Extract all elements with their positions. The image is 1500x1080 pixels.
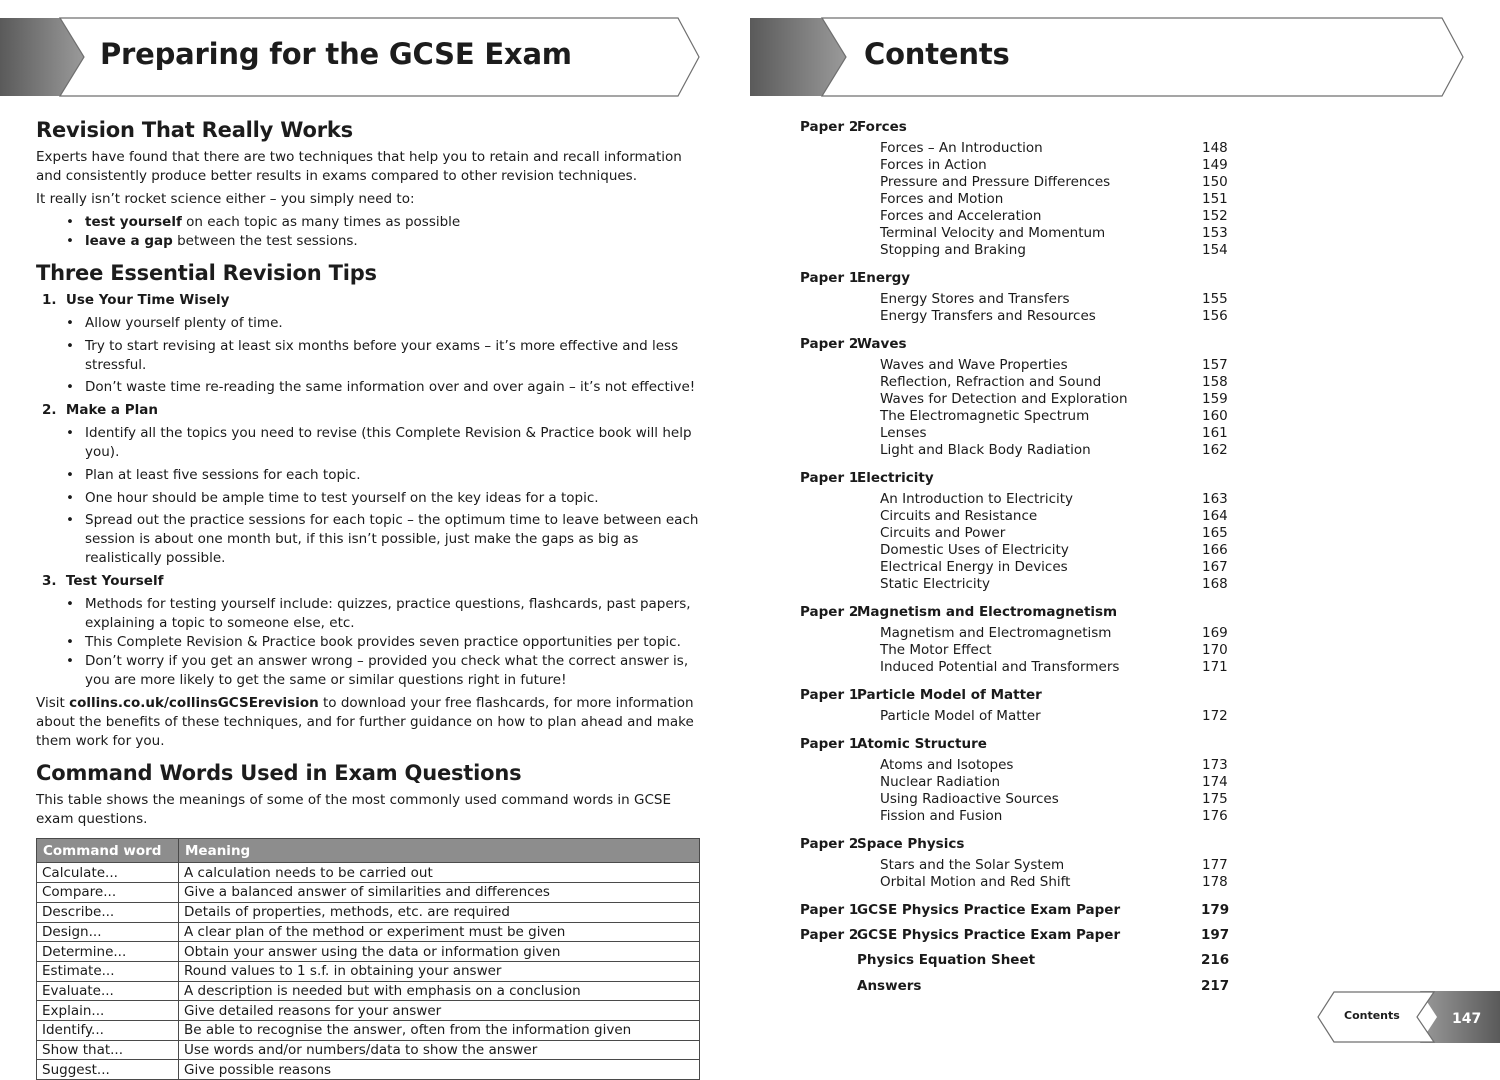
table-row [37,922,700,942]
toc-entry[interactable] [800,576,1230,593]
toc-entry-title: Induced Potential and Transformers [880,659,1120,675]
toc-entry-title: Nuclear Radiation [880,774,1001,790]
visit-suffix: to download your free flashcards, for more information about the benefits of these techniques, and for further guidance on how to plan ahead and make them work for you. [36,695,694,750]
contents-list [800,119,1230,1003]
toc-entry-page: 179 [1201,902,1230,918]
toc-entry-page: 177 [1202,857,1228,873]
toc-final-entry[interactable] [800,952,1230,969]
list-item: • This Complete Revision & Practice book provides seven practice opportunities per topic. [36,633,704,652]
toc-entry-page: 151 [1202,191,1228,207]
toc-entry-page: 217 [1201,977,1230,994]
toc-entry-title: Stars and the Solar System [880,857,1065,873]
toc-section [800,336,1230,459]
toc-entry-title: GCSE Physics Practice Exam Paper [857,927,1121,944]
toc-entry[interactable] [800,425,1230,442]
toc-entry-title: Waves for Detection and Exploration [880,391,1128,407]
toc-entry[interactable] [800,508,1230,525]
toc-entry-title: Light and Black Body Radiation [880,442,1091,458]
toc-final-entry[interactable] [800,902,1230,919]
paper-label: Paper 2 [800,836,859,852]
meaning-cell: A calculation needs to be carried out [179,863,700,883]
toc-entry-title: Forces in Action [880,157,987,173]
paper-label: Paper 2 [800,604,859,620]
toc-section [800,736,1230,825]
toc-entry-page: 158 [1202,374,1228,390]
page-title: Preparing for the GCSE Exam [100,37,572,71]
tip-heading: 1. Use Your Time Wisely [42,292,230,308]
toc-entry-page: 173 [1202,757,1228,773]
section-name: Space Physics [857,836,965,852]
command-word-cell: Show that... [37,1040,179,1060]
toc-entry[interactable] [800,391,1230,408]
meaning-cell: Give a balanced answer of similarities and differences [179,883,700,903]
section-name: Waves [857,336,907,352]
command-intro: This table shows the meanings of some of the most commonly used command words in GCSE exam questions. [36,792,671,828]
toc-entry-page: 176 [1202,808,1228,824]
meaning-cell: A description is needed but with emphasis on a conclusion [179,981,700,1001]
column-header-meaning: Meaning [179,839,700,863]
left-page-banner [0,17,702,97]
meaning-cell: Obtain your answer using the data or information given [179,942,700,962]
revision-website-link[interactable]: collins.co.uk/collinsGCSErevision [69,695,319,712]
toc-entry-page: 170 [1202,642,1228,658]
revision-heading: Revision That Really Works [36,118,353,142]
contents-title: Contents [864,37,1010,71]
table-row [37,981,700,1001]
toc-final-entries [800,902,1230,995]
toc-entry-title: Pressure and Pressure Differences [880,174,1111,190]
toc-entry-page: 172 [1202,708,1228,724]
paper-label: Paper 1 [800,270,859,286]
toc-entry[interactable] [800,857,1230,874]
toc-entry-page: 175 [1202,791,1228,807]
toc-entry-page: 154 [1202,242,1228,258]
toc-entry[interactable] [800,408,1230,425]
toc-final-entry[interactable] [800,927,1230,944]
toc-entry[interactable] [800,308,1230,325]
meaning-cell: Round values to 1 s.f. in obtaining your answer [179,961,700,981]
revision-bullet-list [36,213,704,251]
bullet-emphasis: test yourself [85,214,182,230]
toc-entry-title: Domestic Uses of Electricity [880,542,1069,558]
toc-entry[interactable] [800,542,1230,559]
paper-label: Paper 2 [800,336,859,352]
toc-entry-title: Energy Stores and Transfers [880,291,1070,307]
toc-entry-title: Using Radioactive Sources [880,791,1059,807]
paper-label [800,978,857,995]
toc-entry[interactable] [800,140,1230,157]
toc-section [800,687,1230,725]
toc-entry-title: Forces and Motion [880,191,1004,207]
paper-label: Paper 2 [800,927,859,944]
toc-entry-page: 156 [1202,308,1228,324]
tips-heading: Three Essential Revision Tips [36,261,377,285]
footer-section-label: Contents [1344,1009,1400,1022]
toc-entry-title: Atoms and Isotopes [880,757,1014,773]
section-name: Magnetism and Electromagnetism [857,604,1118,620]
command-word-cell: Describe... [37,902,179,922]
toc-entry-page: 197 [1201,927,1230,944]
revision-intro: Experts have found that there are two techniques that help you to retain and recall information and consistently produce better results in exams compared to other revision techniques. [36,149,682,184]
list-item: • Don’t waste time re-reading the same information over and over again – it’s not effective! [36,378,704,397]
toc-entry[interactable] [800,374,1230,391]
section-name: Energy [857,270,911,286]
toc-entry-title: Forces – An Introduction [880,140,1043,156]
toc-section-heading [800,336,1230,353]
toc-entry-title: Terminal Velocity and Momentum [880,225,1106,241]
table-header-row [37,839,700,863]
toc-section-heading [800,119,1230,136]
toc-entry-page: 178 [1202,874,1228,890]
toc-entry[interactable] [800,191,1230,208]
toc-entry-title: Forces and Acceleration [880,208,1042,224]
toc-entry-page: 153 [1202,225,1228,241]
paper-label: Paper 1 [800,470,859,486]
banner-chevron-shape [750,17,1466,97]
paper-label: Paper 1 [800,902,859,918]
section-name: Particle Model of Matter [857,687,1042,703]
command-words-table [36,838,700,1080]
list-item: • Identify all the topics you need to revise (this Complete Revision & Practice book will help you). [36,424,704,462]
command-word-cell: Identify... [37,1020,179,1040]
bullet-text: between the test sessions. [172,233,358,249]
toc-section [800,470,1230,593]
command-heading: Command Words Used in Exam Questions [36,761,522,786]
toc-entry[interactable] [800,157,1230,174]
bullet-text: on each topic as many times as possible [181,214,461,230]
bullet-emphasis: leave a gap [85,233,173,249]
toc-entry-page: 155 [1202,291,1228,307]
column-header-command-word: Command word [37,839,179,863]
toc-entry[interactable] [800,242,1230,259]
toc-entry[interactable] [800,659,1230,676]
toc-entry[interactable] [800,874,1230,891]
toc-entry[interactable] [800,757,1230,774]
list-item: • Spread out the practice sessions for each topic – the optimum time to leave between each session is about one month but, if this isn’t possible, just make the gaps as big as realistically possible. [36,511,704,568]
toc-entry-title: The Motor Effect [880,642,992,658]
table-row [37,961,700,981]
toc-entry-page: 162 [1202,442,1228,458]
toc-entry[interactable] [800,559,1230,576]
tip-bullet-list [36,595,704,690]
toc-entry-title: Stopping and Braking [880,242,1026,258]
command-word-cell: Calculate... [37,863,179,883]
toc-entry-title: Reflection, Refraction and Sound [880,374,1102,390]
meaning-cell: Be able to recognise the answer, often from the information given [179,1020,700,1040]
list-item: • One hour should be ample time to test yourself on the key ideas for a topic. [36,489,704,508]
toc-entry-page: 174 [1202,774,1228,790]
toc-section [800,836,1230,891]
section-name: Electricity [857,470,934,486]
toc-entry[interactable] [800,357,1230,374]
paper-label: Paper 1 [800,736,859,752]
paper-label [800,952,857,969]
visit-paragraph [36,694,704,751]
table-row [37,1020,700,1040]
toc-final-entry[interactable] [800,978,1230,995]
section-name: Atomic Structure [857,736,987,752]
toc-entry-page: 167 [1202,559,1228,575]
toc-entry-title: Magnetism and Electromagnetism [880,625,1112,641]
table-row [37,1040,700,1060]
toc-entry-title: Circuits and Resistance [880,508,1038,524]
tip-bullet-list [36,314,704,397]
toc-entry[interactable] [800,625,1230,642]
left-page-body [36,118,704,1080]
meaning-cell: Give detailed reasons for your answer [179,1001,700,1021]
list-item: • Don’t worry if you get an answer wrong – provided you check what the correct answer is, you are more likely to get the same or similar questions right in future! [36,652,704,690]
command-table-body [37,863,700,1080]
list-item: • Allow yourself plenty of time. [36,314,704,333]
table-row [37,883,700,903]
toc-entry[interactable] [800,442,1230,459]
toc-entry[interactable] [800,774,1230,791]
page-number: 147 [1452,1011,1482,1027]
toc-entry-title: Fission and Fusion [880,808,1003,824]
meaning-cell: Use words and/or numbers/data to show the answer [179,1040,700,1060]
toc-entry[interactable] [800,491,1230,508]
paper-label: Paper 2 [800,119,859,135]
toc-entry[interactable] [800,791,1230,808]
toc-section [800,604,1230,676]
tips-list [36,291,704,690]
paper-label: Paper 1 [800,687,859,703]
footer-page-tab [1316,991,1500,1043]
table-row [37,902,700,922]
command-word-cell: Design... [37,922,179,942]
toc-entry[interactable] [800,291,1230,308]
toc-entry-page: 150 [1202,174,1228,190]
command-word-cell: Estimate... [37,961,179,981]
toc-entry-title: An Introduction to Electricity [880,491,1074,507]
toc-section-heading [800,270,1230,287]
toc-sections [800,119,1230,891]
visit-prefix: Visit [36,695,70,712]
toc-section [800,270,1230,325]
toc-entry-title: Answers [857,977,922,994]
toc-entry-page: 216 [1201,952,1230,969]
table-row [37,863,700,883]
toc-entry-page: 168 [1202,576,1228,592]
toc-entry-title: Static Electricity [880,576,990,592]
meaning-cell: Details of properties, methods, etc. are required [179,902,700,922]
toc-section-heading [800,470,1230,487]
tip-heading: 2. Make a Plan [42,402,158,419]
toc-entry-page: 166 [1202,542,1228,558]
section-name: Forces [857,119,907,135]
toc-entry-title: Waves and Wave Properties [880,357,1068,373]
toc-entry-title: The Electromagnetic Spectrum [880,408,1090,424]
meaning-cell: A clear plan of the method or experiment must be given [179,922,700,942]
toc-entry-title: Orbital Motion and Red Shift [880,874,1071,890]
toc-entry[interactable] [800,642,1230,659]
toc-section-heading [800,687,1230,704]
meaning-cell: Give possible reasons [179,1060,700,1080]
tip-heading: 3. Test Yourself [42,573,164,590]
toc-entry-page: 159 [1202,391,1228,407]
list-item: • Plan at least five sessions for each topic. [36,466,704,485]
toc-entry-title: GCSE Physics Practice Exam Paper [857,902,1121,918]
command-word-cell: Explain... [37,1001,179,1021]
toc-entry-page: 164 [1202,508,1228,524]
toc-entry-page: 157 [1202,357,1228,373]
toc-section-heading [800,736,1230,753]
toc-entry-page: 165 [1202,525,1228,541]
command-word-cell: Evaluate... [37,981,179,1001]
toc-entry-title: Circuits and Power [880,525,1006,541]
toc-entry-title: Energy Transfers and Resources [880,308,1096,324]
toc-entry-title: Physics Equation Sheet [857,952,1036,969]
command-word-cell: Determine... [37,942,179,962]
list-item [36,213,704,232]
table-row [37,1001,700,1021]
toc-entry-title: Electrical Energy in Devices [880,559,1068,575]
command-word-cell: Suggest... [37,1060,179,1080]
toc-section [800,119,1230,259]
toc-entry-page: 169 [1202,625,1228,641]
right-page-banner [750,17,1466,97]
table-row [37,1060,700,1080]
toc-entry[interactable] [800,225,1230,242]
toc-entry-page: 149 [1202,157,1228,173]
revision-lead: It really isn’t rocket science either – you simply need to: [36,191,415,207]
command-word-cell: Compare... [37,883,179,903]
toc-entry-page: 148 [1202,140,1228,156]
toc-entry-title: Particle Model of Matter [880,708,1041,724]
tip-bullet-list [36,424,704,568]
toc-entry-title: Lenses [880,425,927,441]
table-row [37,942,700,962]
toc-entry[interactable] [800,174,1230,191]
toc-entry-page: 161 [1202,425,1228,441]
toc-entry-page: 163 [1202,491,1228,507]
toc-section-heading [800,836,1230,853]
list-item: • Methods for testing yourself include: quizzes, practice questions, flashcards, past papers, explaining a topic to someone else, etc. [36,595,704,633]
list-item [36,232,704,251]
toc-entry[interactable] [800,208,1230,225]
toc-entry-page: 160 [1202,408,1228,424]
list-item: • Try to start revising at least six months before your exams – it’s more effective and less stressful. [36,337,704,375]
toc-entry[interactable] [800,708,1230,725]
toc-section-heading [800,604,1230,621]
toc-entry-page: 171 [1202,659,1228,675]
toc-entry[interactable] [800,525,1230,542]
toc-entry-page: 152 [1202,208,1228,224]
toc-entry[interactable] [800,808,1230,825]
